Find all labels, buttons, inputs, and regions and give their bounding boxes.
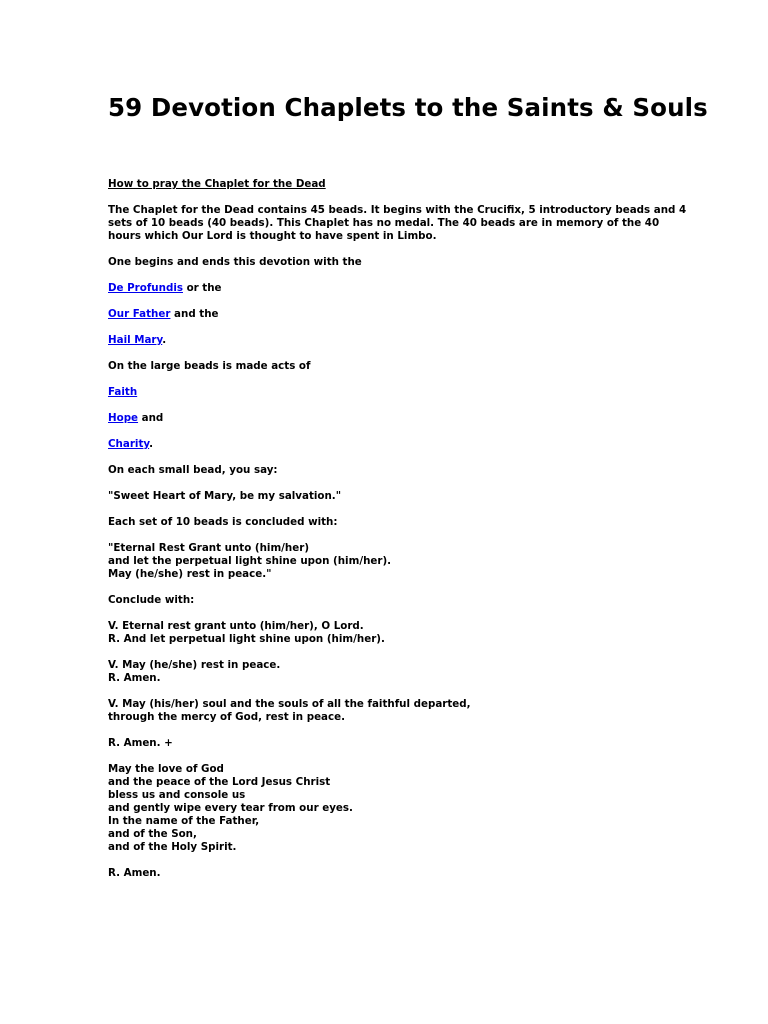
- hail-mary-line: Hail Mary.: [108, 334, 167, 346]
- conclude-with-text: Conclude with:: [108, 594, 195, 606]
- eternal-rest-prayer: "Eternal Rest Grant unto (him/her) and let the perpetual light shine upon (him/her). May (he/she) rest in peace.": [108, 542, 392, 580]
- versicles-3: V. May (his/her) soul and the souls of all the faithful departed, through the mercy of God, rest in peace.: [108, 698, 471, 723]
- charity-link[interactable]: Charity: [108, 438, 150, 450]
- our-father-link[interactable]: Our Father: [108, 308, 171, 320]
- de-profundis-link[interactable]: De Profundis: [108, 282, 183, 294]
- small-bead-text: On each small bead, you say:: [108, 464, 278, 476]
- document-title: 59 Devotion Chaplets to the Saints & Souls: [108, 93, 708, 122]
- amen-cross: R. Amen. +: [108, 737, 173, 749]
- intro-paragraph: The Chaplet for the Dead contains 45 beads. It begins with the Crucifix, 5 introductory beads and 4 sets of 10 beads (40 beads). This Chaplet has no medal. The 40 beads are in memory of the 40 hours which Our Lord is thought to have spent in Limbo.: [108, 204, 687, 242]
- section-heading: How to pray the Chaplet for the Dead: [108, 178, 326, 190]
- hail-mary-link[interactable]: Hail Mary: [108, 334, 163, 346]
- charity-line: Charity.: [108, 438, 154, 450]
- our-father-line: Our Father and the: [108, 308, 219, 320]
- begin-text: One begins and ends this devotion with the: [108, 256, 362, 268]
- de-profundis-line: De Profundis or the: [108, 282, 222, 294]
- versicles-2: V. May (he/she) rest in peace. R. Amen.: [108, 659, 281, 684]
- final-amen: R. Amen.: [108, 867, 161, 879]
- hope-link[interactable]: Hope: [108, 412, 139, 424]
- blessing-prayer: May the love of God and the peace of the Lord Jesus Christ bless us and console us and gently wipe every tear from our eyes. In the name of the Father, and of the Son, and of the Holy Spirit.: [108, 763, 353, 853]
- sweet-heart-prayer: "Sweet Heart of Mary, be my salvation.": [108, 490, 342, 502]
- document-page: [108, 92, 708, 880]
- versicles-1: V. Eternal rest grant unto (him/her), O Lord. R. And let perpetual light shine upon (him/her).: [108, 620, 385, 645]
- hope-line: Hope and: [108, 412, 164, 424]
- large-beads-text: On the large beads is made acts of: [108, 360, 311, 372]
- document-body: [108, 178, 708, 880]
- set-concluded-text: Each set of 10 beads is concluded with:: [108, 516, 338, 528]
- faith-link[interactable]: Faith: [108, 386, 138, 398]
- faith-line: [108, 386, 708, 399]
